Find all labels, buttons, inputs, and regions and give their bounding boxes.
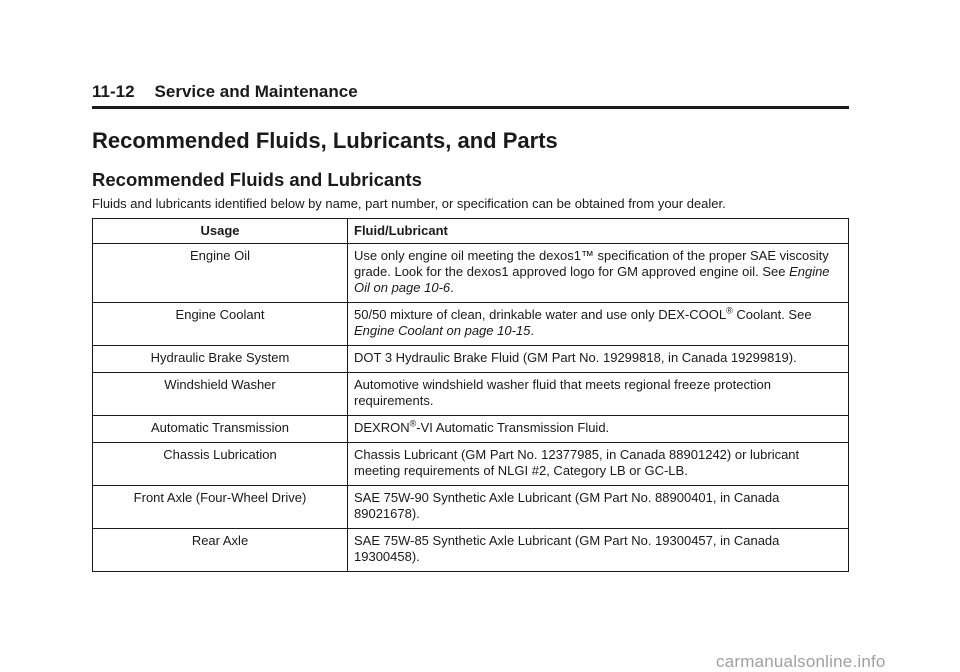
table-row <box>93 373 849 416</box>
fluid-cell <box>348 303 849 346</box>
fluid-cell <box>348 416 849 443</box>
fluid-cell <box>348 244 849 303</box>
section-subtitle: Recommended Fluids and Lubricants <box>92 169 422 190</box>
page-number: 11-12 <box>92 82 135 101</box>
header-usage: Usage <box>93 219 348 244</box>
table-row <box>93 346 849 373</box>
fluid-cell: DOT 3 Hydraulic Brake Fluid (GM Part No. 19299818, in Canada 19299819). <box>348 346 849 373</box>
registered-mark: ® <box>409 418 417 429</box>
fluid-cell: Chassis Lubricant (GM Part No. 12377985, in Canada 88901242) or lubricant meeting requirements of NLGI #2, Category LB or GC-LB. <box>348 443 849 486</box>
table-row <box>93 529 849 572</box>
table-row <box>93 244 849 303</box>
fluid-cell: SAE 75W-85 Synthetic Axle Lubricant (GM Part No. 19300457, in Canada 19300458). <box>348 529 849 572</box>
fluid-text: Coolant. See <box>732 307 812 322</box>
usage-cell: Windshield Washer <box>93 373 348 416</box>
usage-cell: Automatic Transmission <box>93 416 348 443</box>
table-header-row <box>93 219 849 244</box>
registered-mark: ® <box>726 305 733 316</box>
fluid-cell: Automotive windshield washer fluid that meets regional freeze protection requirements. <box>348 373 849 416</box>
fluid-text: . <box>530 323 534 338</box>
fluid-text: DEXRON <box>354 420 410 435</box>
usage-cell: Rear Axle <box>93 529 348 572</box>
usage-cell: Chassis Lubrication <box>93 443 348 486</box>
table-row <box>93 303 849 346</box>
fluid-text: -VI Automatic Transmission Fluid. <box>416 420 610 435</box>
usage-cell: Hydraulic Brake System <box>93 346 348 373</box>
table-row <box>93 443 849 486</box>
table-row <box>93 416 849 443</box>
fluids-table <box>92 218 849 572</box>
fluid-text: . <box>450 280 454 295</box>
fluid-cell: SAE 75W-90 Synthetic Axle Lubricant (GM Part No. 88900401, in Canada 89021678). <box>348 486 849 529</box>
page-reference-link[interactable]: Engine Oil on page 10-6 <box>354 264 830 295</box>
fluid-text: 50/50 mixture of clean, drinkable water and use only DEX-COOL <box>354 307 727 322</box>
usage-cell: Engine Oil <box>93 244 348 303</box>
page-title: Recommended Fluids, Lubricants, and Parts <box>92 128 558 153</box>
section-title: Service and Maintenance <box>154 82 358 101</box>
fluid-text: Use only engine oil meeting the dexos1™ specification of the proper SAE viscosity grade. Look for the dexos1 approved logo for GM approved engine oil. See <box>354 248 829 279</box>
page-reference-link[interactable]: Engine Coolant on page 10-15 <box>354 323 531 338</box>
usage-cell: Engine Coolant <box>93 303 348 346</box>
table-row <box>93 486 849 529</box>
watermark: carmanualsonline.info <box>716 652 886 671</box>
page-header <box>92 80 849 109</box>
usage-cell: Front Axle (Four-Wheel Drive) <box>93 486 348 529</box>
intro-text: Fluids and lubricants identified below by name, part number, or specification can be obtained from your dealer. <box>92 196 726 211</box>
header-fluid: Fluid/Lubricant <box>348 219 849 244</box>
